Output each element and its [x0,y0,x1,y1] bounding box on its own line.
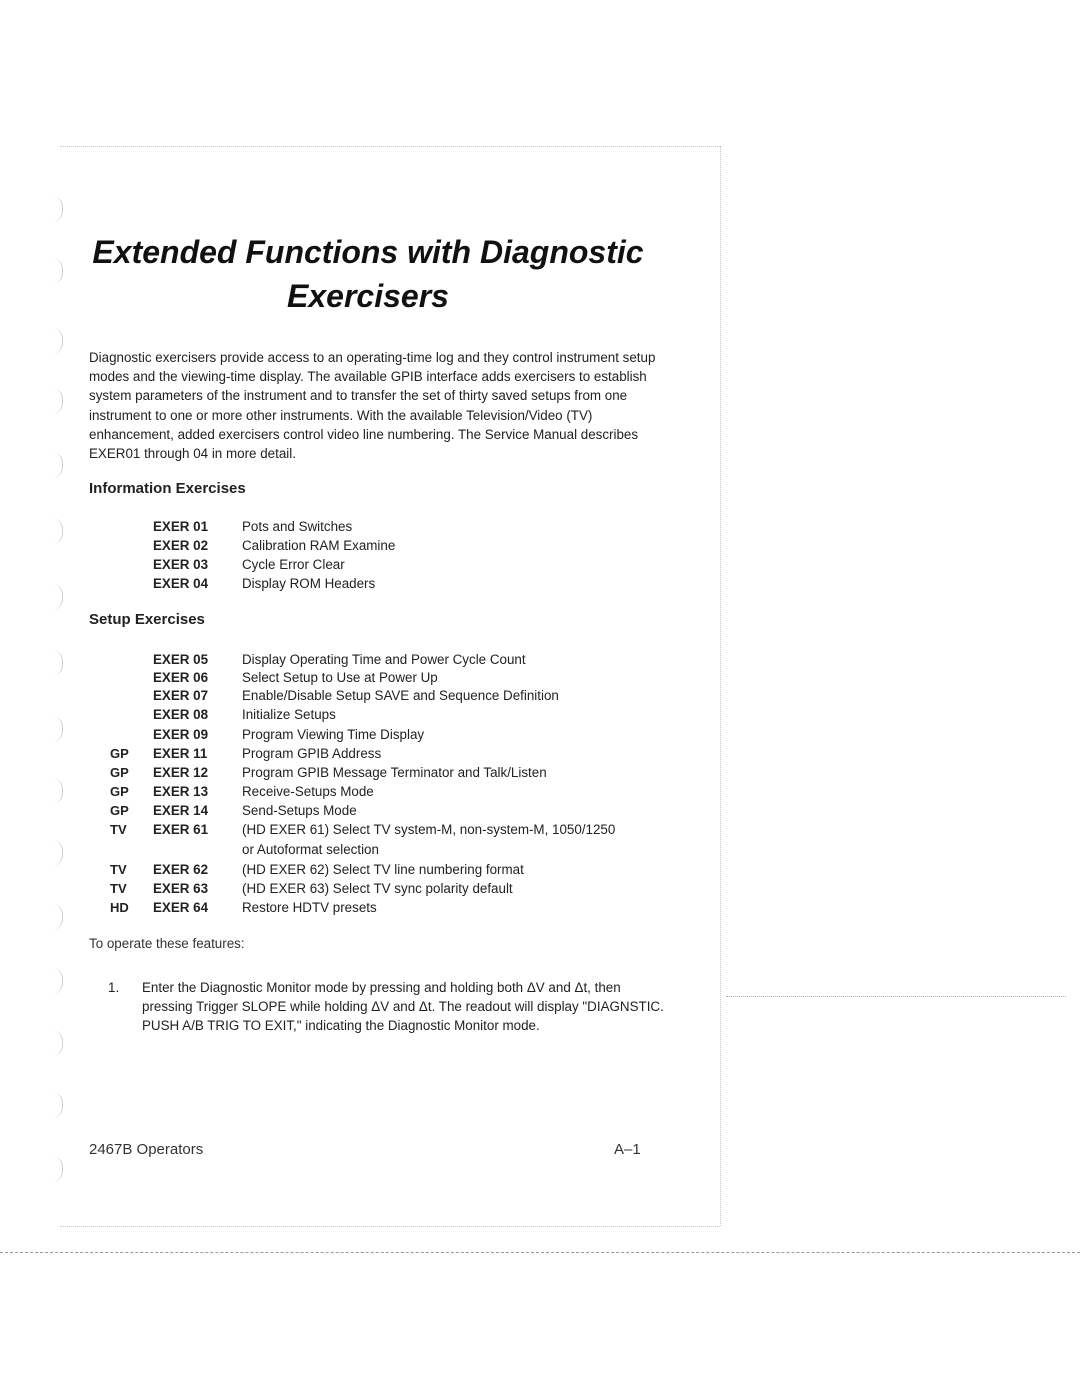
page-title-line2: Exercisers [287,278,449,314]
exercise-code: EXER 06 [153,670,209,685]
exercise-code: EXER 14 [153,803,209,818]
exercise-code: EXER 12 [153,765,209,780]
exercise-description-continuation: or Autoformat selection [242,842,379,857]
exercise-code: EXER 08 [153,707,209,722]
exercise-description: Program GPIB Message Terminator and Talk/Listen [242,765,547,780]
exercise-description: Enable/Disable Setup SAVE and Sequence Definition [242,688,559,703]
step-text: Enter the Diagnostic Monitor mode by pressing and holding both ΔV and Δt, then pressing Trigger SLOPE while holding ΔV and Δt. The readout will display "DIAGNSTIC. PUSH A/B TRIG TO EXIT," indicating the Diagnostic Monitor mode. [142,980,664,1033]
exercise-code: EXER 09 [153,727,209,742]
binding-hole-mark [52,584,63,610]
exercise-code: EXER 64 [153,900,209,915]
exercise-description: (HD EXER 62) Select TV line numbering format [242,862,524,877]
exercise-description: Pots and Switches [242,519,353,534]
exercise-code: EXER 01 [153,519,209,534]
exercise-description: Initialize Setups [242,707,336,722]
exercise-code: EXER 62 [153,862,209,877]
intro-paragraph: Diagnostic exercisers provide access to an operating-time log and they control instrument setup modes and the viewing-time display. The available GPIB interface adds exercisers to establish system parameters of the instrument and to transfer the set of thirty saved setups from one instrument to one or more other instruments. With the available Television/Video (TV) enhancement, added exercisers control video line numbering. The Service Manual describes EXER01 through 04 in more detail. [89,350,656,462]
exercise-group: TV [110,862,127,877]
binding-hole-mark [52,1092,63,1118]
binding-hole-mark [52,650,63,676]
step-number: 1. [108,980,120,995]
exercise-description: Restore HDTV presets [242,900,377,915]
instruction-step [108,978,668,1035]
information-exercises-heading: Information Exercises [89,480,246,497]
exercise-code: EXER 02 [153,538,209,553]
binding-hole-mark [52,840,63,866]
exercise-description: Receive-Setups Mode [242,784,374,799]
exercise-group: GP [110,784,129,799]
exercise-code: EXER 03 [153,557,209,572]
footer-page-number: A–1 [614,1141,641,1158]
exercise-code: EXER 13 [153,784,209,799]
footer-manual-name: 2467B Operators [89,1141,204,1158]
binding-hole-mark [52,904,63,930]
operate-intro: To operate these features: [89,936,245,951]
exercise-description: Cycle Error Clear [242,557,345,572]
exercise-group: GP [110,746,129,761]
exercise-description: Program GPIB Address [242,746,382,761]
exercise-description: Program Viewing Time Display [242,727,425,742]
exercise-group: HD [110,900,129,915]
exercise-description: Display ROM Headers [242,576,376,591]
binding-hole-mark [52,388,63,414]
exercise-group: TV [110,822,127,837]
binding-hole-mark [52,328,63,354]
binding-hole-mark [52,716,63,742]
binding-hole-mark [52,1030,63,1056]
scan-edge-top [60,146,720,147]
binding-hole-mark [52,968,63,994]
exercise-description: Send-Setups Mode [242,803,357,818]
page-title-line1: Extended Functions with Diagnostic [92,234,644,270]
setup-exercises-heading: Setup Exercises [89,611,205,628]
scan-edge-floor [0,1252,1080,1253]
exercise-description: Display Operating Time and Power Cycle Count [242,652,526,667]
binding-hole-mark [52,452,63,478]
binding-hole-mark [52,518,63,544]
exercise-group: GP [110,765,129,780]
exercise-description: Select Setup to Use at Power Up [242,670,438,685]
binding-hole-mark [52,1156,63,1182]
exercise-description: Calibration RAM Examine [242,538,396,553]
binding-hole-mark [52,196,63,222]
scan-edge-side [726,996,1066,997]
exercise-code: EXER 07 [153,688,209,703]
binding-hole-mark [52,778,63,804]
exercise-code: EXER 04 [153,576,209,591]
scan-edge-right [720,146,721,1226]
exercise-code: EXER 05 [153,652,209,667]
page-title [60,230,676,318]
exercise-code: EXER 63 [153,881,209,896]
scan-edge-bottom [60,1226,720,1227]
exercise-code: EXER 61 [153,822,209,837]
exercise-description: (HD EXER 61) Select TV system-M, non-system-M, 1050/1250 [242,822,616,837]
exercise-code: EXER 11 [153,746,208,761]
exercise-group: GP [110,803,129,818]
exercise-description: (HD EXER 63) Select TV sync polarity default [242,881,513,896]
exercise-group: TV [110,881,127,896]
